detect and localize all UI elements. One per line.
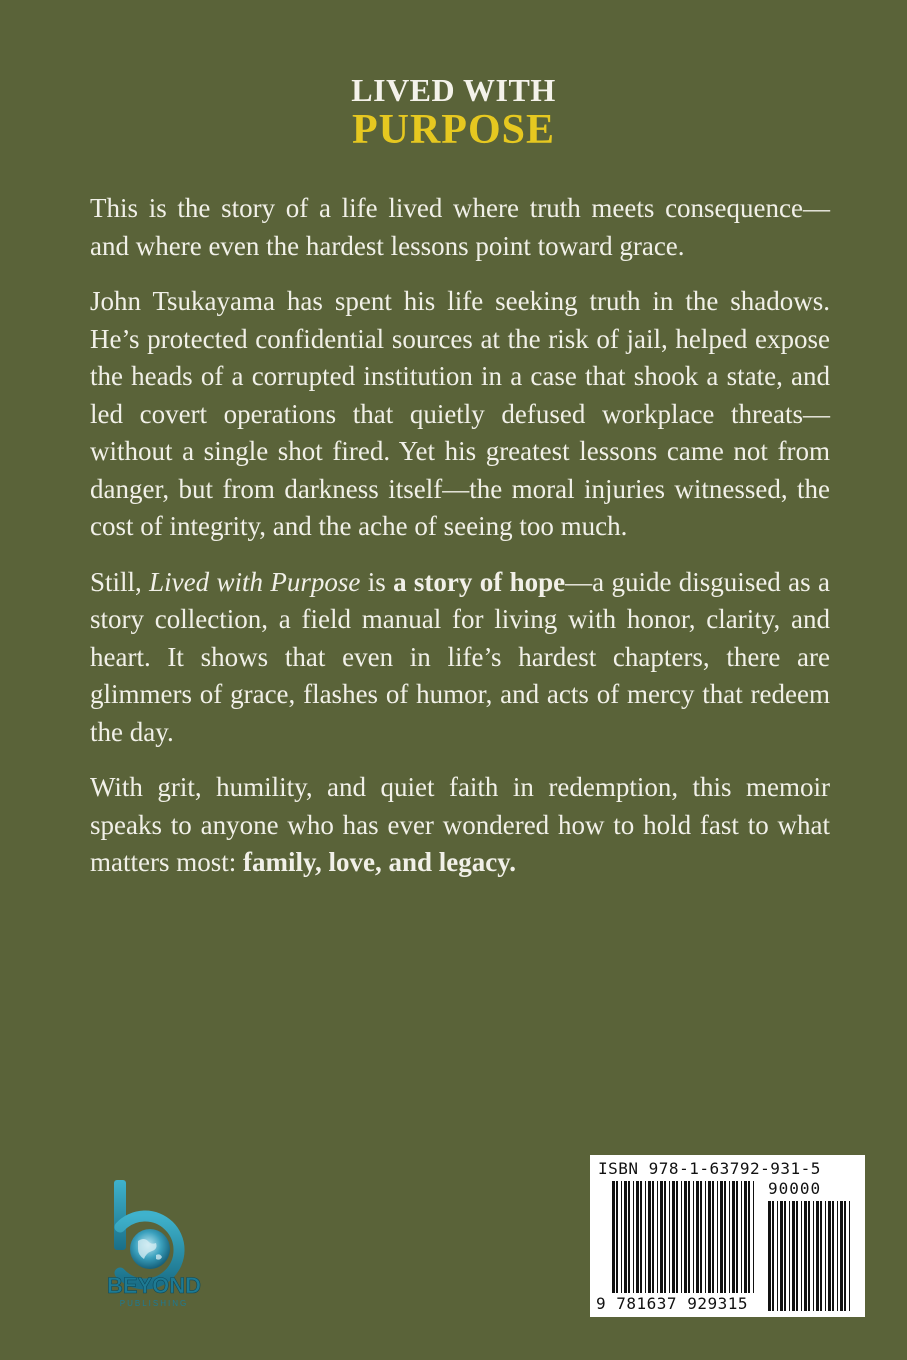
barcode-bar	[813, 1201, 814, 1311]
p3-mid: is	[360, 566, 394, 597]
barcode-bar	[741, 1181, 742, 1293]
barcode-bar	[804, 1201, 807, 1311]
barcode-bar	[808, 1201, 810, 1311]
barcode-bar	[705, 1181, 706, 1293]
barcode-bar	[724, 1181, 726, 1293]
barcode-bar	[753, 1181, 754, 1293]
barcode-bar	[720, 1181, 723, 1293]
paragraph-3	[90, 564, 830, 752]
barcode-bar	[748, 1181, 750, 1293]
barcode-bar	[640, 1181, 642, 1293]
barcode-bar	[772, 1201, 774, 1311]
family-love-legacy-bold: family, love, and legacy.	[242, 847, 516, 877]
barcode-bar	[792, 1201, 795, 1311]
barcode-bar	[645, 1181, 646, 1293]
barcode-bar	[820, 1201, 822, 1311]
ean-number: 9 781637 929315	[596, 1294, 748, 1313]
barcode-bar	[789, 1201, 790, 1311]
barcode-bar	[744, 1181, 747, 1293]
barcode-bar	[624, 1181, 627, 1293]
barcode-bar	[708, 1181, 711, 1293]
title-line-1: LIVED WITH	[351, 72, 556, 108]
barcode-bar	[657, 1181, 658, 1293]
barcode-bar	[844, 1201, 846, 1311]
barcode-bar	[825, 1201, 826, 1311]
publisher-name: BEYOND	[106, 1273, 202, 1298]
isbn-barcode	[590, 1155, 865, 1317]
publisher-subtitle: PUBLISHING	[119, 1299, 189, 1308]
barcode-bar	[672, 1181, 675, 1293]
barcode-bar	[732, 1181, 735, 1293]
paragraph-1: This is the story of a life lived where truth meets consequence— and where even the hardest lessons point toward grace.	[90, 193, 830, 261]
barcode-bar	[837, 1201, 838, 1311]
isbn-label: ISBN 978-1-63792-931-5	[598, 1159, 821, 1178]
barcode-bar	[684, 1181, 687, 1293]
barcode-bar	[616, 1181, 618, 1293]
barcode-bar	[777, 1201, 778, 1311]
barcode-bar	[652, 1181, 654, 1293]
publisher-logo	[92, 1175, 222, 1310]
book-title-italic: Lived with Purpose	[149, 566, 361, 597]
book-title	[0, 72, 907, 152]
p3-post: —a guide disguised as a story collection, a field manual for living with honor, clarity, and heart. It shows that even in life’s hardest chapters, there are glimmers of grace, flashes of humor, and acts of mercy that redeem the day.	[90, 566, 830, 747]
barcode-bar	[648, 1181, 651, 1293]
barcode-bar	[801, 1201, 802, 1311]
barcode-bar	[669, 1181, 670, 1293]
barcode-bar	[796, 1201, 798, 1311]
barcode-bar	[736, 1181, 738, 1293]
barcode-bar	[664, 1181, 666, 1293]
barcode-bar	[688, 1181, 690, 1293]
price-code: 90000	[768, 1179, 822, 1198]
globe-b-logo-icon	[92, 1175, 222, 1310]
barcode-bar	[681, 1181, 682, 1293]
barcode-bar	[693, 1181, 694, 1293]
barcode-bars	[590, 1155, 865, 1317]
barcode-bar	[621, 1181, 622, 1293]
barcode-bar	[676, 1181, 678, 1293]
blurb	[90, 190, 830, 900]
barcode-bar	[784, 1201, 786, 1311]
story-of-hope-bold: a story of hope	[393, 566, 566, 597]
barcode-bar	[712, 1181, 714, 1293]
title-line-2: PURPOSE	[351, 107, 555, 153]
barcode-bar	[729, 1181, 730, 1293]
barcode-bar	[636, 1181, 639, 1293]
p3-pre: Still,	[90, 566, 150, 597]
barcode-bar	[840, 1201, 843, 1311]
barcode-bar	[700, 1181, 702, 1293]
barcode-bar	[628, 1181, 630, 1293]
barcode-bar	[696, 1181, 699, 1293]
barcode-bar	[768, 1201, 771, 1311]
barcode-bar	[832, 1201, 834, 1311]
barcode-bar	[612, 1181, 615, 1293]
barcode-bar	[816, 1201, 819, 1311]
barcode-bar	[828, 1201, 831, 1311]
barcode-bar	[780, 1201, 783, 1311]
paragraph-2: John Tsukayama has spent his life seeking truth in the shadows. He’s protected confidential sources at the risk of jail, helped expose the heads of a corrupted institution in a case that shook a state, and led covert operations that quietly defused workplace threats— without a single shot fired. Yet his greatest lessons came not from danger, but from darkness itself—the moral injuries witnessed, the cost of integrity, and the ache of seeing too much.	[90, 286, 830, 541]
paragraph-4	[90, 769, 830, 882]
barcode-bar	[660, 1181, 663, 1293]
barcode-bar	[717, 1181, 718, 1293]
barcode-bar	[849, 1201, 850, 1311]
p4-pre: With grit, humility, and quiet faith in redemption, this memoir speaks to anyone who has ever wondered how to hold fast to what matters most:	[90, 772, 830, 877]
barcode-bar	[633, 1181, 634, 1293]
